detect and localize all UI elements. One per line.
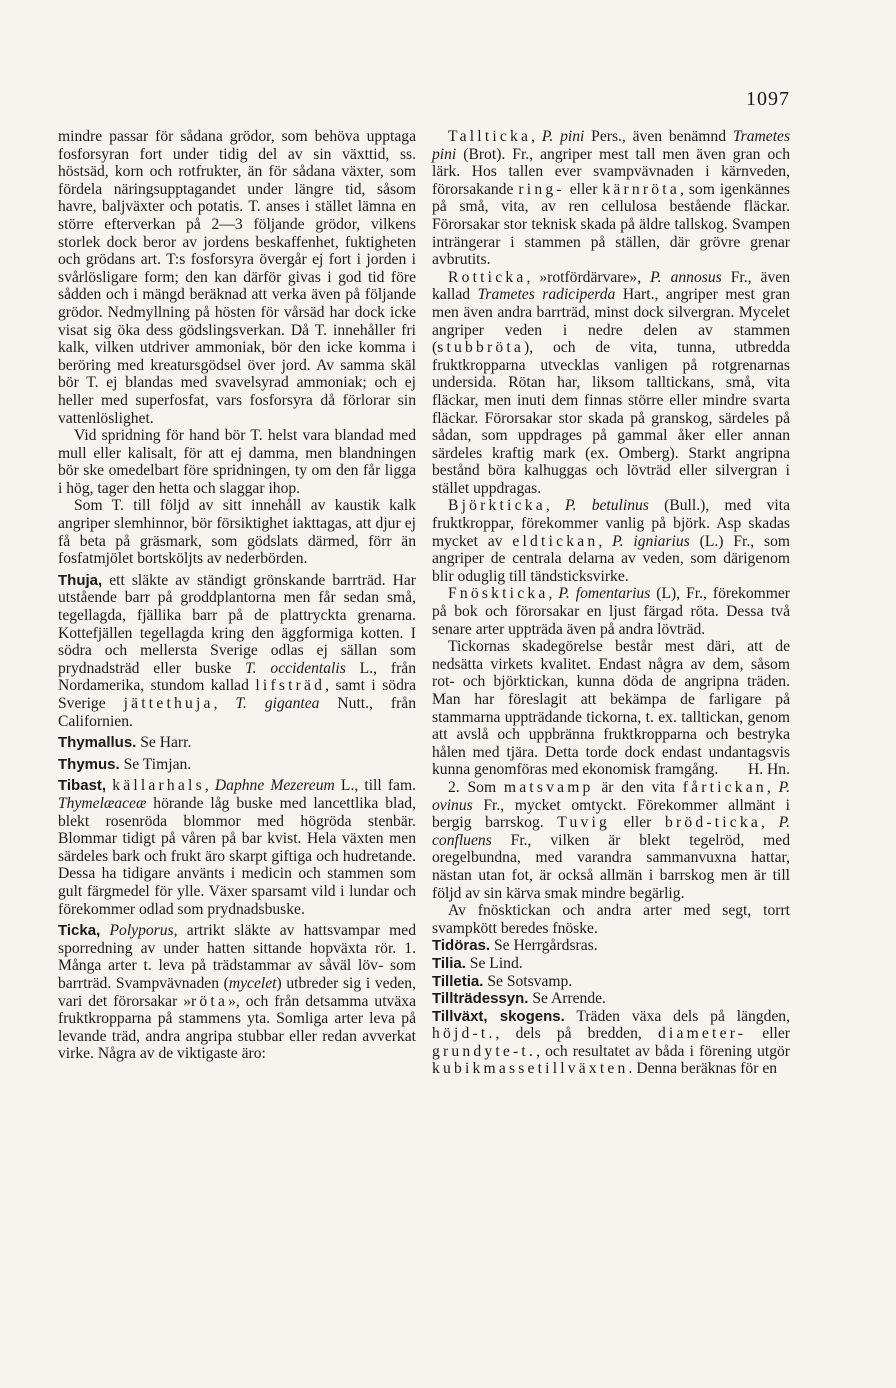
text: Hart., angriper mest gran men även andra barrträd, minst dock silvergran. Mycelet angriper veden i nedre delen av stammen ( [432,286,790,357]
text: , [766,778,779,796]
entry-tilia [432,955,790,973]
text: , [204,777,215,795]
headword: Tilia. [432,954,466,972]
text: eller [746,1025,791,1043]
text: ) utbreder sig i veden, vari det förorsakar » [58,974,416,1010]
paragraph: Vid spridning för hand bör T. helst vara blandad med mull eller kalisalt, för att ej damma, men blandningen bör ske omedelbart före spridningen, ty om den får ligga i hög, tager den hetta och slaggar ihop. [58,427,416,497]
spaced-term: kubikmassetillväxten [432,1060,629,1078]
entry-bjorkticka [432,497,790,585]
latin-name: Trametes pini [432,128,791,163]
spaced-term: Fnöskticka [448,585,549,603]
text: Se Lind. [465,954,523,972]
entry-tidoras [432,937,790,955]
entry-fnoskticka [432,585,790,638]
page-number: 1097 [746,88,790,110]
text: , samt i södra Sverige [58,677,416,712]
text: (Brot). Fr., angriper mest tall men även gran och lärk. Hos tallen ever svampvävnaden i kärnveden, förorsakande [432,145,790,198]
spaced-term: röta [191,992,229,1010]
spaced-term: lifsträd [255,677,326,695]
headword: Tillträdessyn. [432,990,529,1008]
entry-thymus [58,756,416,774]
text: Fr., vilken är blekt tegelröd, med oregelbundna, med varandra sammanvuxna hattar, nästan utan fot, är också allmän i barrskog men är till följd av sin kärva smak mindre begärlig. [432,831,790,902]
text: Pers., även benämnd [584,128,733,145]
text: Se Arrende. [528,990,606,1008]
spaced-term: kärnröta [602,180,680,198]
text: , [531,128,542,145]
text: , »rotfördärvare», [526,268,651,286]
text: , [548,585,559,603]
text: Se Sotsvamp. [483,972,573,990]
latin-name: P. annosus [650,268,722,286]
entry-tibast [58,777,416,918]
text: eller [564,180,603,198]
latin-name: Daphne Mezereum [214,777,335,795]
text: , [213,695,236,712]
text: (L.) Fr., som angriper de centrala delarna av veden, som därigenom blir oduglig till tändsticksvirke. [432,532,790,585]
entry-matsvamp [432,779,790,902]
entry-tillvaxt [432,1008,790,1078]
spaced-term: Rotticka [448,268,527,286]
text: , artrikt släkte av hattsvampar med sporredning av under hatten sittande hopväxta rör. 1. Många arter t. leva på trädstammar av såväl löv- som barrträd. Svampvävnaden ( [58,922,416,992]
latin-name: Thymelæaceæ [58,794,147,812]
text: , dels på bredden, [495,1025,658,1043]
spaced-term: diameter- [657,1025,747,1043]
paragraph: Som T. till följd av sitt innehåll av kaustik kalk angriper slemhinnor, bör försiktighet iakttagas, att djur ej få beta på gräsmark, som gödslats därmed, förr än fosfatmjölet bortsköljts av nederbörden. [58,497,416,568]
left-column [58,128,416,1063]
headword: Tidöras. [432,937,491,955]
entry-tilletia [432,973,790,991]
latin-name: P. fomentarius [558,585,651,603]
spaced-term: eldtickan [512,532,599,550]
headword: Tilletia. [432,972,484,990]
latin-name: P. pini [541,128,585,145]
paragraph: mindre passar för sådana grödor, som behöva upptaga fosforsyran fort under tidig del av sin växttid, ss. höstsäd, korn och rotfrukter, än för sådana växter, som fördela näringsupptagandet under längre tid, såsom havre, baljväxter och potatis. T. anses i stället lämna en större efterverkan på 2—3 följande grödor, vilkens storlek dock beror av jordens beskaffenhet, fuktigheten och grödans art. T:s fosforsyra övergår ej fort i jorden i svårlösligare form; den kan därför givas i god tid före sådden och i mängd beräknad att verka även på följande grödor. Nedmyllning på hösten för vårsäd har dock icke visat sig öka dess gödslingsverkan. Då T. innehåller fri kalk, vilken utdriver ammoniak, bör den icke komma i beröring med kreatursgödsel över jord. Av samma skäl bör T. ej blandas med svavelsyrad ammoniak; och ej heller med superfosfat, vars fosforsyra då förlorar sin vattenlöslighet. [58,128,416,427]
spaced-term: matsvamp [503,778,594,796]
text: Se Herrgårdsras. [490,937,598,955]
headword: Tillväxt, skogens. [432,1007,565,1025]
author-signature: H. Hn. [747,761,790,779]
spaced-term: stubbröta [437,339,525,357]
latin-name: P. ovinus [432,778,791,814]
headword: Thymallus. [58,734,137,752]
headword: Thymus. [58,755,120,773]
spaced-term: ring- [518,180,565,198]
text: Fr., mycket omtyckt. Förekommer allmänt i bergig barrskog. [432,796,790,832]
latin-name: T. gigantea [235,695,320,712]
entry-tallticka [432,128,790,269]
spaced-term: Tallticka [448,128,532,145]
paragraph-skadegorelse [432,638,790,779]
entry-rotticka [432,269,790,498]
text: 2. Som [448,778,504,796]
text: , [598,532,613,550]
headword: Tibast, [58,777,107,795]
text: , och resultatet av båda i förening utgör [536,1042,790,1060]
spaced-term: Tuvig [557,814,610,832]
text: eller [609,814,665,832]
text: hörande låg buske med lancettlika blad, blekt rosenröda blommor med högröda stenbär. Blommar tidigt på våren på bar kvist. Hela växten men särdeles bark och frukt äro skarpt giftiga och hudretande. Dessa ha tidigare använts i medicin och stammen som gult färgmedel för ylle. Växer sparsamt vild i lundar och förekommer odlad som prydnadsbuske. [58,794,416,918]
text: Fr., även kallad [432,268,790,304]
headword: Ticka, [58,922,101,940]
entry-ticka [58,922,416,1063]
latin-name: T. occidentalis [245,659,346,677]
text: , [545,497,566,515]
spaced-term: grundyte-t. [432,1042,537,1060]
spaced-term: jättethuja [123,695,214,712]
right-column [432,128,790,1078]
text: L., från Nordamerika, stundom kallad [58,659,416,695]
spaced-term: källarhals [112,777,205,795]
entry-thuja [58,572,416,730]
text: Tickornas skadegörelse består mest däri, att de nedsätta virkets kvalitet. Endast några av dem, såsom rot- och björktickan, kunna döda de angripna träden. Man har föreslagit att bekämpa de farligare på stammarna uppträdande tickorna, t. ex. talltickan, genom att avslå och uppbränna fruktkropparna och bestryka hålen med tjära. Detta torde dock endast undantagsvis kunna genomföras med ekonomisk framgång. [432,638,790,779]
latin-name: P. confluens [432,814,790,849]
text: Se Timjan. [119,755,192,773]
text: Träden växa dels på längden, [564,1007,790,1025]
text: L., till fam. [334,777,416,795]
text: ett släkte av ständigt grönskande barrträd. Har utstående barr på groddplantorna men får sedan små, tegellagda, fjällika barr på de plattryckta grenarna. Kottefjällen tegellagda kring den äggformiga kotten. I södra och mellersta Sverige odlas ej sällan som prydnadsträd eller buske [58,571,416,677]
headword: Thuja, [58,571,103,589]
text: , [761,814,779,832]
entry-tilltradessyn [432,990,790,1008]
entry-thymallus [58,734,416,752]
latin-name: mycelet [228,974,277,992]
text: ), och de vita, tunna, utbredda fruktkropparna utvecklas vanligen på rotgrenarnas undersida. Rötan har, liksom talltickans, små, vita fläckar, men inuti dem finnas större eller mindre svarta fläckar. Förorsakar stor skada på granskog, särdeles på sådan, som uppdrages på gammal åker eller annan särdeles kraftig mark (ex. Omberg). Starkt angripna bestånd böra kalhuggas och lövträd eller silvergran i stället uppdragas. [432,339,790,497]
latin-name: P. igniarius [612,532,690,550]
paragraph-fnoske: Av fnösktickan och andra arter med segt, torrt svampkött beredes fnöske. [432,902,790,937]
text: Se Harr. [136,734,192,752]
spaced-term: fårtickan [682,778,767,796]
text: . Denna beräknas för en [628,1060,778,1078]
text: (Bull.), med vita fruktkroppar, förekommer vanlig på björk. Asp skadas mycket av [432,497,790,550]
spaced-term: Björkticka [448,497,546,515]
latin-name: P. betulinus [565,497,649,515]
spaced-term: bröd-ticka [664,814,762,832]
text: Nutt., från Californien. [58,695,416,730]
text: (L), Fr., förekommer på bok och förorsakar en ljust färgad röta. Dessa två senare arter uppträda även på andra lövträd. [432,585,790,638]
text: , som igenkännes på små, vita, av ren cellulosa bestående fläckar. Förorsakar stor teknisk skada på äldre tallskog. Svampen inträngerar i stammen på ställen, där grövre grenar avbrutits. [432,180,791,269]
text: », och från detsamma utväxa fruktkropparna på stammens yta. Somliga arter leva på levande träd, andra angripa stubbar eller redan avverkat virke. Några av de viktigaste äro: [58,992,416,1063]
latin-name: Polyporus [109,922,174,940]
text: är den vita [593,778,683,796]
spaced-term: höjd-t. [432,1025,496,1043]
latin-name: Trametes radiciperda [477,286,616,304]
